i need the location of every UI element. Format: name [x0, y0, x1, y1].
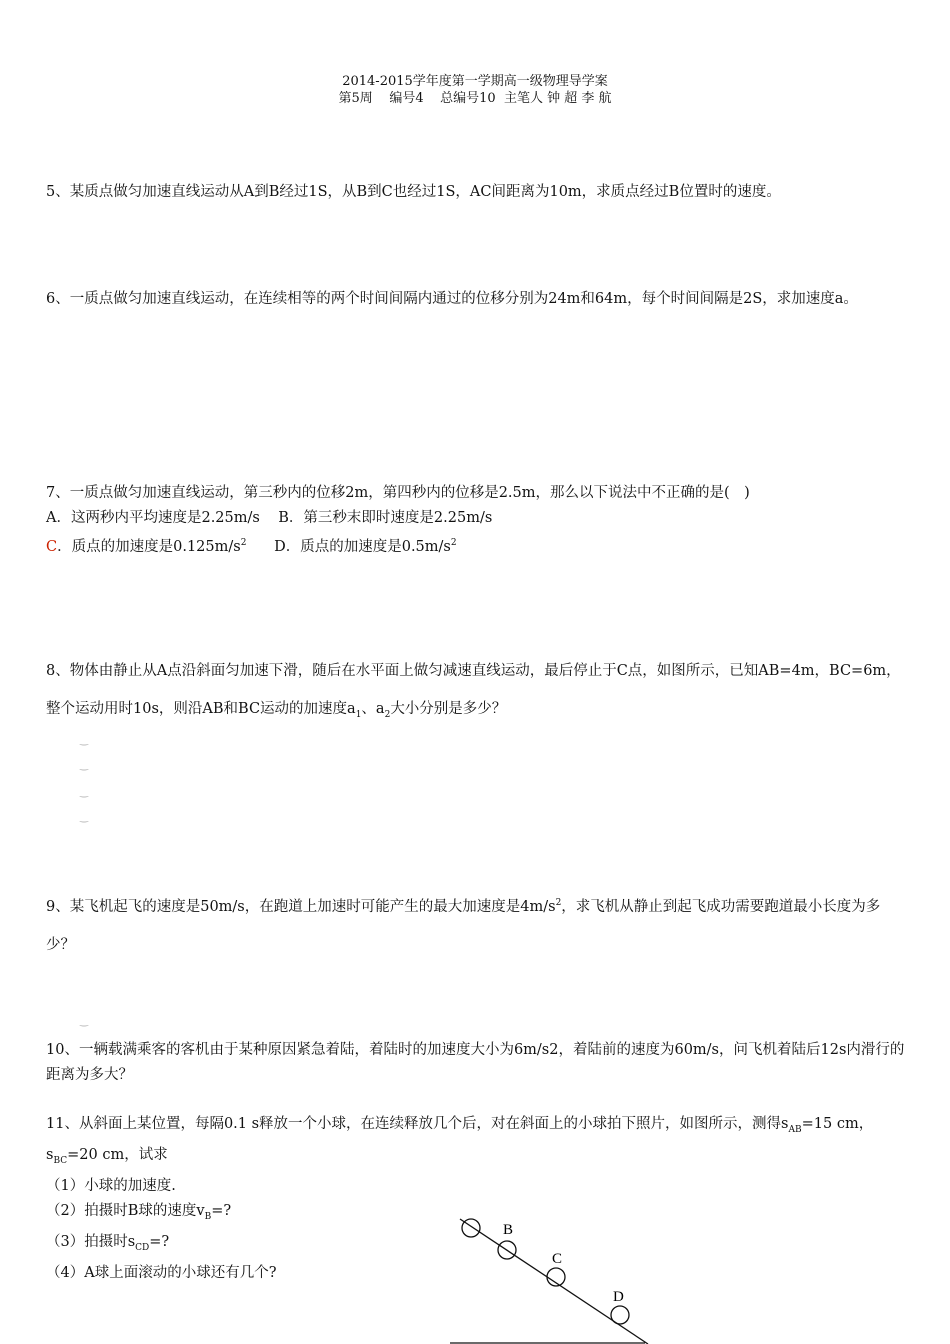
question-7-stem: 7、一质点做匀加速直线运动，第三秒内的位移2m，第四秒内的位移是2.5m，那么以下说法中不正确的是( ) [46, 485, 750, 501]
question-9-text1: 9、某飞机起飞的速度是50m/s，在跑道上加速时可能产生的最大加速度是4m/s [46, 898, 556, 915]
question-8-sub2: 2 [384, 709, 391, 720]
question-11-sub-ab: AB [788, 1124, 802, 1135]
option-c-letter: C [46, 538, 58, 555]
question-8-sub1: 1 [355, 709, 362, 720]
question-9-text2: ，求飞机从静止到起飞成功需要跑道最小长度为多少？ [46, 898, 881, 953]
incline-line [460, 1219, 648, 1344]
option-b: B．第三秒末即时速度是2.25m/s [278, 510, 493, 526]
question-7-options-cd [46, 531, 908, 560]
scan-mark: ‿ [80, 812, 89, 823]
question-11-stem2: =15 cm，s [46, 1116, 874, 1163]
question-11-stem [46, 1112, 908, 1174]
question-11-sub-bc: BC [53, 1155, 68, 1166]
scan-mark: ‿ [80, 1016, 89, 1027]
question-11-item-1: （1）小球的加速度. [46, 1177, 176, 1194]
header-title: 2014-2015学年度第一学期高一级物理导学案 [342, 74, 608, 89]
question-7-options-ab [46, 506, 908, 531]
question-9 [46, 884, 908, 964]
option-d-sup: 2 [450, 538, 457, 548]
question-11-item-2-sub: B [204, 1211, 212, 1222]
option-a: A．这两秒内平均速度是2.25m/s [46, 510, 260, 526]
question-11-item-3-sub: CD [135, 1242, 150, 1253]
label-d: D [613, 1289, 624, 1305]
question-9-sup: 2 [555, 898, 562, 908]
question-11-stem1: 11、从斜面上某位置，每隔0.1 s释放一个小球，在连续释放几个后，对在斜面上的小球拍下照片，如图所示，测得s [46, 1116, 789, 1132]
question-11-item-3-text: （3）拍摄时s [46, 1233, 136, 1250]
question-8-text2: 、a [361, 701, 385, 717]
scan-mark: ‿ [80, 787, 89, 798]
scan-mark: ‿ [80, 735, 89, 746]
ball-d [611, 1306, 629, 1324]
question-11-item-2-text: （2）拍摄时B球的速度v [46, 1202, 205, 1219]
question-11-item-2-tail: =? [211, 1202, 232, 1219]
header-meta: 第5周 编号4 总编号10 主笔人 钟 超 李 航 [338, 91, 612, 106]
question-11-item-3-tail: =? [149, 1233, 170, 1250]
question-11-item-4: （4）A球上面滚动的小球还有几个? [46, 1264, 277, 1281]
question-7 [46, 481, 908, 560]
option-d-text: D．质点的加速度是0.5m/s [274, 538, 451, 555]
ball-a [462, 1219, 480, 1237]
question-8-text3: 大小分别是多少？ [390, 701, 507, 717]
option-c-text: ．质点的加速度是0.125m/s [57, 538, 241, 555]
option-c-sup: 2 [240, 538, 247, 548]
question-11-stem3: =20 cm，试求 [67, 1146, 168, 1163]
incline-figure [440, 1205, 670, 1344]
label-c: C [552, 1251, 563, 1267]
scan-mark: ‿ [80, 760, 89, 771]
question-10: 10、一辆载满乘客的客机由于某种原因紧急着陆，着陆时的加速度大小为6m/s2，着陆前的速度为60m/s，问飞机着陆后12s内滑行的距离为多大？ [46, 1042, 905, 1083]
question-6: 6、一质点做匀加速直线运动，在连续相等的两个时间间隔内通过的位移分别为24m和64m，每个时间间隔是2S，求加速度a。 [46, 291, 858, 307]
label-b: B [503, 1222, 514, 1238]
question-5: 5、某质点做匀加速直线运动从A到B经过1S，从B到C也经过1S，AC间距离为10m，求质点经过B位置时的速度。 [46, 184, 781, 200]
question-8 [46, 652, 908, 734]
question-8-text1: 8、物体由静止从A点沿斜面匀加速下滑，随后在水平面上做匀减速直线运动，最后停止于C点，如图所示，已知AB=4m，BC=6m，整个运动用时10s，则沿AB和BC运动的加速度a [46, 663, 901, 717]
